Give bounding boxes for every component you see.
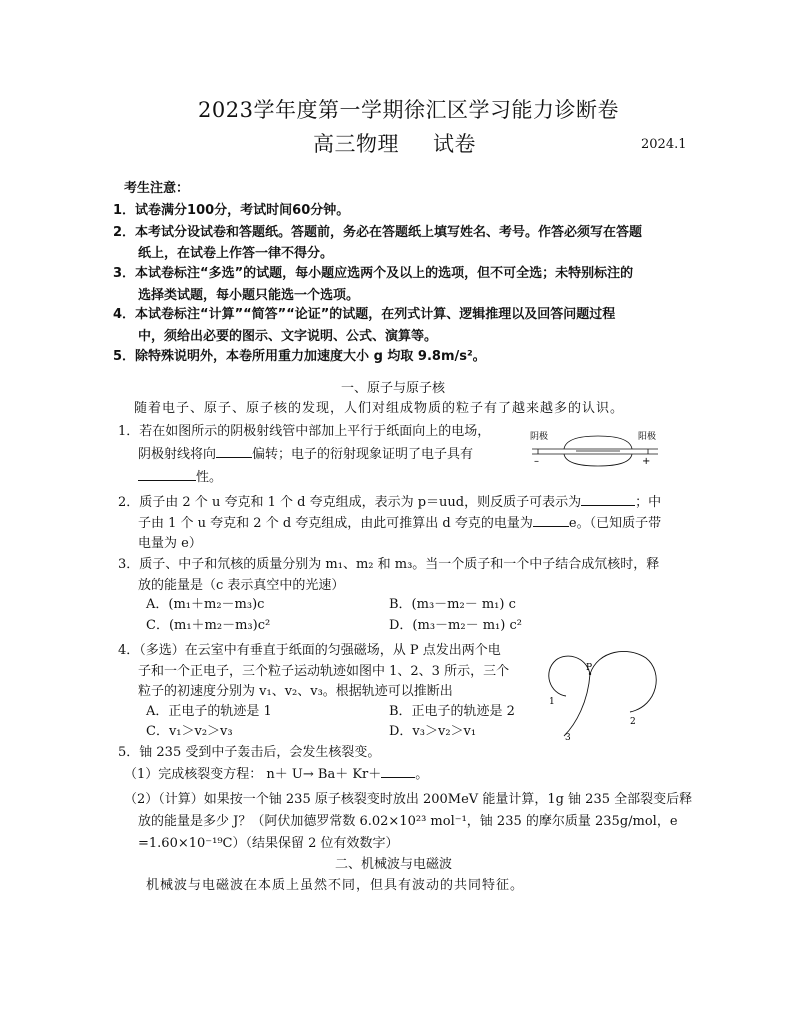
q1-line1: 1．若在如图所示的阴极射线管中部加上平行于纸面向上的电场， (118, 424, 491, 439)
q2-line2: 子由 1 个 u 夸克和 2 个 d 夸克组成，由此可推算出 d 夸克的电量为 e。（已知质子带 (138, 516, 662, 531)
q5-line3: （2）（计算）如果按一个铀 235 原子核裂变时放出 200MeV 能量计算，1g 铀 235 全部裂变后释 (124, 792, 693, 807)
q3-option-c[interactable]: C．(m₁＋m₂－m₃)c² (146, 618, 271, 633)
fig-track-2-label: 2 (630, 717, 636, 727)
q3-line2: 放的能量是（c 表示真空中的光速） (138, 578, 345, 593)
q3-option-d[interactable]: D．(m₃－m₂－ m₁) c² (389, 618, 522, 633)
section-1-intro: 随着电子、原子、原子核的发现，人们对组成物质的粒子有了越来越多的认识。 (134, 401, 625, 416)
notice-item: 选择类试题，每小题只能选一个选项。 (138, 288, 360, 303)
fig-point-p: P (586, 663, 593, 673)
notice-item: 5．除特殊说明外，本卷所用重力加速度大小 g 均取 9.8m/s²。 (113, 349, 486, 364)
notice-heading: 考生注意： (124, 181, 190, 196)
exam-subtitle-subject: 高三物理 (313, 132, 399, 156)
q5-line4: 放的能量是多少 J？（阿伏加德罗常数 6.02×10²³ mol⁻¹，铀 235 的摩尔质量 235g/mol，e (138, 814, 678, 829)
notice-item: 纸上，在试卷上作答一律不得分。 (138, 246, 334, 261)
notice-item: 2．本考试分设试卷和答题纸。答题前，务必在答题纸上填写姓名、考号。作答必须写在答题 (113, 225, 643, 240)
q4-option-a[interactable]: A．正电子的轨迹是 1 (146, 704, 272, 719)
section-2-intro: 机械波与电磁波在本质上虽然不同，但具有波动的共同特征。 (146, 878, 525, 893)
q2-line1: 2．质子由 2 个 u 夸克和 1 个 d 夸克组成，表示为 p＝uud，则反质子可表示为 ；中 (118, 495, 662, 510)
q1-line2: 阴极射线将向 偏转；电子的衍射现象证明了电子具有 (138, 447, 474, 462)
q4-line2: 子和一个正电子，三个粒子运动轨迹如图中 1、2、3 所示，三个 (138, 664, 510, 679)
q4-option-c[interactable]: C．v₁＞v₂＞v₃ (146, 724, 233, 739)
fig-track-1-label: 1 (549, 697, 555, 707)
q5-line1: 5．铀 235 受到中子轰击后，会发生核裂变。 (118, 745, 381, 760)
q5-line2: （1）完成核裂变方程： n＋ U→ Ba＋ Kr＋ 。 (124, 767, 429, 782)
fig-plus-sign: + (642, 456, 651, 467)
q3-option-a[interactable]: A．(m₁＋m₂－m₃)c (146, 597, 265, 612)
section-1-title: 一、原子与原子核 (341, 381, 446, 396)
q1-blank-2[interactable] (138, 468, 196, 481)
notice-item: 中，须给出必要的图示、文字说明、公式、演算等。 (138, 329, 438, 344)
q2-blank-1[interactable] (581, 493, 635, 506)
particle-track-figure (536, 642, 666, 742)
q4-option-d[interactable]: D．v₃＞v₂＞v₁ (389, 724, 477, 739)
q2-blank-2[interactable] (533, 514, 569, 527)
q5-line5: =1.60×10⁻¹⁹C）（结果保留 2 位有效数字） (138, 836, 399, 851)
exam-title: 2023学年度第一学期徐汇区学习能力诊断卷 (198, 98, 619, 122)
q2-line3: 电量为 e） (138, 536, 202, 551)
q3-line1: 3．质子、中子和氘核的质量分别为 m₁、m₂ 和 m₃。当一个质子和一个中子结合成氘核时，释 (118, 557, 660, 572)
section-2-title: 二、机械波与电磁波 (335, 857, 453, 872)
fig-minus-sign: – (534, 456, 539, 467)
q4-line1: 4．（多选）在云室中有垂直于纸面的匀强磁场，从 P 点发出两个电 (118, 643, 501, 658)
fig-track-3-label: 3 (565, 733, 571, 742)
q4-option-b[interactable]: B．正电子的轨迹是 2 (389, 704, 515, 719)
exam-subtitle-paper: 试卷 (433, 132, 476, 156)
q5-blank[interactable] (381, 765, 415, 778)
notice-item: 1．试卷满分100分，考试时间60分钟。 (113, 203, 350, 218)
fig-anode-label: 阳极 (638, 432, 657, 442)
notice-item: 3．本试卷标注“多选”的试题，每小题应选两个及以上的选项，但不可全选；未特别标注的 (113, 266, 634, 281)
cathode-ray-tube-figure (528, 424, 668, 468)
q1-line3: 性。 (138, 466, 222, 485)
fig-cathode-label: 阴极 (530, 432, 549, 442)
notice-item: 4．本试卷标注“计算”“简答”“论证”的试题，在列式计算、逻辑推理以及回答问题过程 (113, 307, 616, 322)
q1-blank-1[interactable] (216, 445, 252, 458)
exam-date: 2024.1 (641, 137, 687, 152)
q4-line3: 粒子的初速度分别为 v₁、v₂、v₃。根据轨迹可以推断出 (138, 684, 453, 699)
q3-option-b[interactable]: B．(m₃－m₂－ m₁) c (389, 597, 516, 612)
